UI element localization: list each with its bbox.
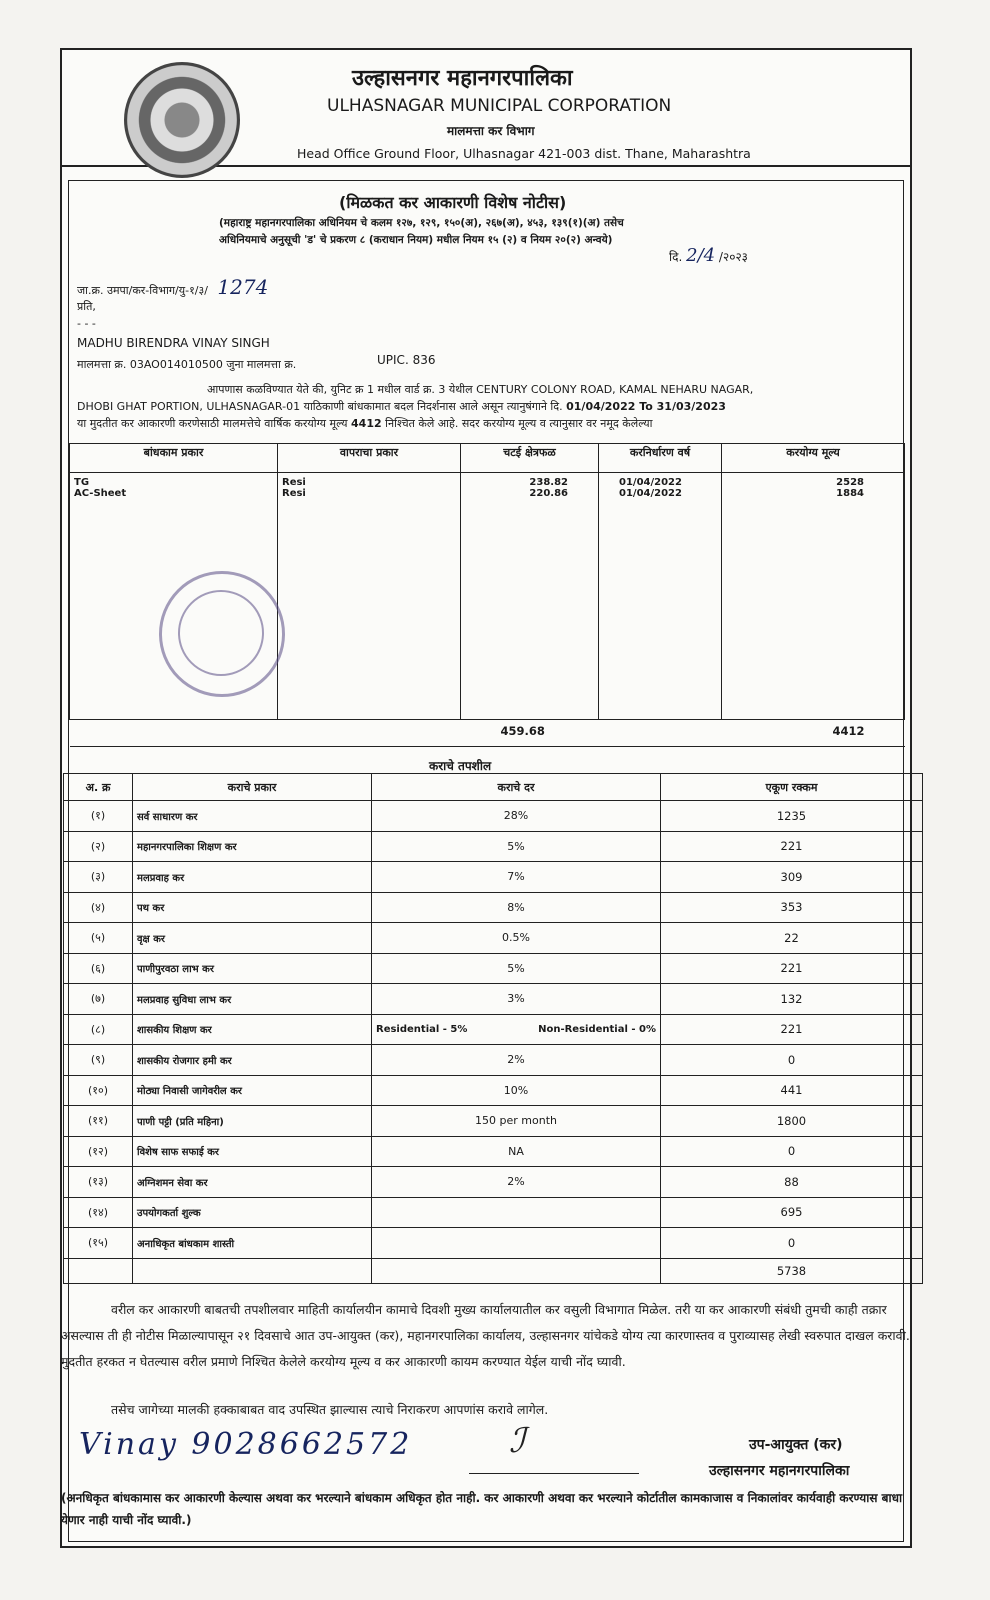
usage-2: Resi [282,488,306,499]
property-table-header [70,444,905,473]
tax-name: पथ कर [133,892,372,923]
tax-amount: 0 [661,1228,923,1259]
tax-serial: (१५) [64,1228,133,1259]
tax-serial: (१४) [64,1197,133,1228]
header-serial: अ. क्र [64,774,133,801]
tax-rate: 2% [372,1045,661,1076]
tax-amount: 1235 [661,801,923,832]
header-tax-type: कराचे प्रकार [133,774,372,801]
tax-name: अनाधिकृत बांधकाम शास्ती [133,1228,372,1259]
notice-legal-reference [219,215,624,249]
tax-amount: 441 [661,1075,923,1106]
disclaimer-note: (अनधिकृत बांधकामास कर आकारणी केल्यास अथवा कर भरल्याने बांधकाम अधिकृत होत नाही. कर आकारणी अथवा कर भरल्याने कोर्टातील कामकाजास व निकालांवर कार्यवाही करण्यास बाधा येणार नाही याची नोंद घ्यावी.) [61,1491,903,1527]
usage-cell [278,473,461,720]
footer-ownership-note: तसेच जागेच्या मालकी हक्काबाबत वाद उपस्थित झाल्यास त्याचे निराकरण आपणांस करावे लागेल. [111,1402,549,1417]
tax-rate: 0.5% [372,923,661,954]
tax-amount: 132 [661,984,923,1015]
tax-name: शासकीय शिक्षण कर [133,1014,372,1045]
tax-row [64,862,923,893]
tax-row [64,1136,923,1167]
notice-date [669,245,748,266]
total-empty-3 [599,720,722,747]
signatory-organization: उल्हासनगर महानगरपालिका [709,1463,850,1479]
value-2: 1884 [836,488,864,499]
signature-line [469,1473,639,1474]
tax-amount: 221 [661,1014,923,1045]
tax-row [64,801,923,832]
tax-serial: (१) [64,801,133,832]
tax-amount: 0 [661,1136,923,1167]
date-year: /२०२३ [718,250,748,264]
tax-name: पाणीपुरवठा लाभ कर [133,953,372,984]
tax-total-empty [64,1258,133,1283]
tax-rate: 28% [372,801,661,832]
upic-number: UPIC. 836 [377,353,436,367]
tax-row [64,892,923,923]
year-2: 01/04/2022 [619,488,682,499]
tax-name: महानगरपालिका शिक्षण कर [133,831,372,862]
tax-rate: 10% [372,1075,661,1106]
total-empty-2 [278,720,461,747]
tax-rate [372,1228,661,1259]
signature-icon: ℐ [509,1421,525,1461]
tax-amount: 309 [661,862,923,893]
tax-serial: (४) [64,892,133,923]
tax-name: सर्व साधारण कर [133,801,372,832]
tax-rate: 3% [372,984,661,1015]
tax-name: मलप्रवाह सुविधा लाभ कर [133,984,372,1015]
tax-table-heading: कराचे तपशील [429,759,492,773]
owner-name: MADHU BIRENDRA VINAY SINGH [77,336,270,350]
assessment-line-2 [77,398,892,415]
value-1: 2528 [836,477,864,488]
tax-rate [372,1197,661,1228]
tax-rate-split [376,1024,656,1035]
tax-name: वृक्ष कर [133,923,372,954]
tax-rate: NA [372,1136,661,1167]
tax-amount: 695 [661,1197,923,1228]
tax-serial: (७) [64,984,133,1015]
tax-amount: 22 [661,923,923,954]
tax-serial: (१३) [64,1167,133,1198]
tax-serial: (१२) [64,1136,133,1167]
tax-row [64,984,923,1015]
assessment-annual-value: 4412 [351,417,382,430]
date-label: दि. [669,250,683,264]
tax-rate: 7% [372,862,661,893]
reference-label: जा.क्र. उमपा/कर-विभाग/यु-१/३/ [77,284,208,297]
tax-serial: (२) [64,831,133,862]
rate-non-residential: Non-Residential - 0% [538,1023,656,1035]
area-2: 220.86 [529,488,568,499]
tax-total-row [64,1258,923,1283]
header-taxable-value: करयोग्य मूल्य [722,444,905,473]
assessment-paragraph [77,381,892,432]
tax-row [64,1014,923,1045]
corporation-emblem-icon [124,62,240,178]
reference-number [77,275,268,299]
official-seal-icon [159,571,285,697]
legal-reference-line-1: (महाराष्ट्र महानगरपालिका अधिनियम चे कलम १२७, १२९, १५०(अ), २६७(अ), ४५३, १३९(१)(अ) तसेच [219,217,624,229]
notice-title: (मिळकत कर आकारणी विशेष नोटीस) [339,193,567,212]
tax-serial: (६) [64,953,133,984]
assessment-line-1: आपणास कळविण्यात येते की, युनिट क्र 1 मधील वार्ड क्र. 3 येथील CENTURY COLONY ROAD, KAMAL NEHARU NAGAR, [207,383,754,396]
tax-amount: 221 [661,953,923,984]
tax-row [64,1045,923,1076]
tax-serial: (५) [64,923,133,954]
assessment-line-3 [77,415,892,432]
tax-amount: 221 [661,831,923,862]
property-number: मालमत्ता क्र. 03AO014010500 जुना मालमत्ता क्र. [77,358,297,371]
letterhead [62,50,910,167]
tax-serial: (११) [64,1106,133,1137]
legal-reference-line-2: अधिनियमाचे अनुसूची 'ड' चे प्रकरण ८ (कराधान नियम) मधील नियम १५ (२) व नियम २०(२) अन्वये) [219,234,613,246]
tax-name: पाणी पट्टी (प्रति महिना) [133,1106,372,1137]
assessment-period: 01/04/2022 To 31/03/2023 [566,400,726,413]
reference-handwritten: 1274 [217,275,269,299]
to-dashes: - - - [77,317,96,330]
total-value: 4412 [722,720,905,747]
tax-rate [372,1014,661,1045]
notice-page [60,48,912,1548]
tax-row [64,1167,923,1198]
tax-name: अग्निशमन सेवा कर [133,1167,372,1198]
to-label: प्रति, [77,300,96,313]
value-cell [722,473,905,720]
tax-grand-total: 5738 [661,1258,923,1283]
corporation-name-marathi: उल्हासनगर महानगरपालिका [352,65,573,91]
construction-1: TG [74,477,90,488]
notice-body [61,180,910,1542]
rate-residential: Residential - 5% [376,1023,468,1035]
corporation-name-english: ULHASNAGAR MUNICIPAL CORPORATION [327,96,672,116]
tax-row [64,1197,923,1228]
tax-table-header [64,774,923,801]
tax-amount: 353 [661,892,923,923]
tax-table [63,773,923,1284]
handwritten-contact: Vinay 9028662572 [79,1427,413,1462]
tax-amount: 0 [661,1045,923,1076]
construction-2: AC-Sheet [74,488,127,499]
header-usage-type: वापराचा प्रकार [278,444,461,473]
tax-total-empty [133,1258,372,1283]
header-carpet-area: चटई क्षेत्रफळ [461,444,599,473]
tax-total-empty [372,1258,661,1283]
year-1: 01/04/2022 [619,477,682,488]
property-table-total [70,720,905,747]
tax-rate: 150 per month [372,1106,661,1137]
department-name: मालमत्ता कर विभाग [447,124,535,138]
header-construction-type: बांधकाम प्रकार [70,444,278,473]
tax-amount: 1800 [661,1106,923,1137]
total-area: 459.68 [461,720,599,747]
tax-row [64,831,923,862]
tax-rate: 2% [372,1167,661,1198]
tax-name: विशेष साफ सफाई कर [133,1136,372,1167]
tax-row [64,1075,923,1106]
assessment-text-d: निश्चित केले आहे. सदर करयोग्य मूल्य व त्यानुसार वर नमूद केलेल्या [385,417,653,430]
date-handwritten: 2/4 [686,245,716,266]
footer-paragraph: वरील कर आकारणी बाबतची तपशीलवार माहिती कार्यालयीन कामाचे दिवशी मुख्य कार्यालयातील कर वसुली विभागात मिळेल. तरी या कर आकारणी संबंधी तुमची काही तक्रार असल्यास ती ही नोटीस मिळाल्यापासून २१ दिवसाचे आत उप-आयुक्त (कर), महानगरपालिका कार्यालय, उल्हासनगर यांचेकडे योग्य त्या कारणास्तव व पुराव्यासह लेखी स्वरुपात दाखल करावी. मुदतीत हरकत न घेतल्यास वरील प्रमाणे निश्चित केलेले करयोग्य मूल्य व कर आकारणी कायम करण्यात येईल याची नोंद घ्यावी. [61,1302,910,1369]
signatory-designation: उप-आयुक्त (कर) [749,1437,843,1453]
header-tax-rate: कराचे दर [372,774,661,801]
tax-serial: (८) [64,1014,133,1045]
tax-row [64,1228,923,1259]
assessment-text-b: DHOBI GHAT PORTION, ULHASNAGAR-01 याठिकाणी बांधकामात बदल निदर्शनास आले असून त्यानुषंगाने दि. [77,400,563,413]
year-cell [599,473,722,720]
tax-rate: 5% [372,831,661,862]
header-assessment-year: करनिर्धारण वर्ष [599,444,722,473]
tax-row [64,953,923,984]
area-cell [461,473,599,720]
usage-1: Resi [282,477,306,488]
tax-name: उपयोगकर्ता शुल्क [133,1197,372,1228]
tax-row [64,1106,923,1137]
assessment-text-c: या मुदतीत कर आकारणी करणेसाठी मालमत्तेचे वार्षिक करयोग्य मूल्य [77,417,348,430]
area-1: 238.82 [529,477,568,488]
tax-name: मोठ्या निवासी जागेवरील कर [133,1075,372,1106]
total-empty-1 [70,720,278,747]
tax-name: मलप्रवाह कर [133,862,372,893]
tax-table-body [64,801,923,1284]
tax-serial: (३) [64,862,133,893]
tax-row [64,923,923,954]
tax-rate: 5% [372,953,661,984]
tax-serial: (९) [64,1045,133,1076]
tax-serial: (१०) [64,1075,133,1106]
header-total-amount: एकूण रक्कम [661,774,923,801]
tax-amount: 88 [661,1167,923,1198]
tax-rate: 8% [372,892,661,923]
office-address: Head Office Ground Floor, Ulhasnagar 421-003 dist. Thane, Maharashtra [297,146,751,161]
tax-name: शासकीय रोजगार हमी कर [133,1045,372,1076]
